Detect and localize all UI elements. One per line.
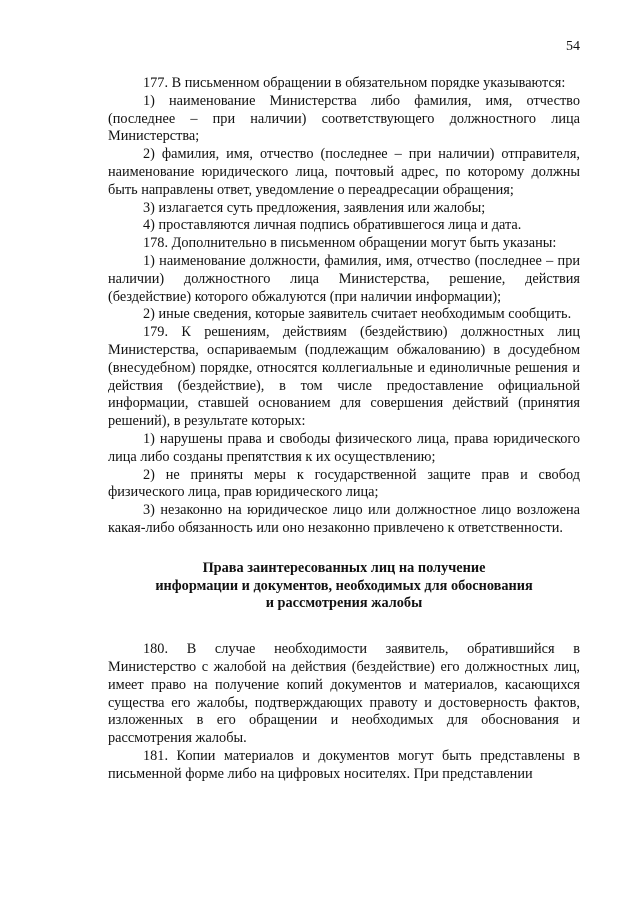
paragraph-177-item-4: 4) проставляются личная подпись обратившегося лица и дата. xyxy=(143,217,522,234)
paragraph-179-item-3: 3) незаконно на юридическое лицо или должностное лицо возложена какая-либо обязанность или оно незаконно привлечено к ответственности. xyxy=(108,502,580,536)
paragraph-181: 181. Копии материалов и документов могут быть представлены в письменной форме либо на цифровых носителях. При представлении xyxy=(108,747,580,782)
paragraph-178: 178. Дополнительно в письменном обращении могут быть указаны: xyxy=(143,235,557,252)
paragraph-179-item-2: 2) не приняты меры к государственной защите прав и свобод физического лица, прав юридического лица; xyxy=(108,466,580,501)
paragraph-178-item-2: 2) иные сведения, которые заявитель считает необходимым сообщить. xyxy=(143,306,572,323)
paragraph-177-item-1: 1) наименование Министерства либо фамилия, имя, отчество (последнее – при наличии) соответствующего должностного лица Министерства; xyxy=(108,92,580,145)
section-heading-line-1: Права заинтересованных лиц на получение xyxy=(202,559,486,576)
page-number: 54 xyxy=(566,39,580,54)
section-heading-line-2: информации и документов, необходимых для обоснования xyxy=(155,577,533,594)
paragraph-179-item-1: 1) нарушены права и свободы физического лица, права юридического лица либо созданы препятствия к их осуществлению; xyxy=(108,430,580,465)
paragraph-177-item-3: 3) излагается суть предложения, заявления или жалобы; xyxy=(143,199,486,216)
paragraph-178-item-1: 1) наименование должности, фамилия, имя, отчество (последнее – при наличии) должностного лица Министерства, решение, действия (бездействие) которого обжалуются (при наличии информации); xyxy=(108,252,580,305)
document-body xyxy=(108,75,580,783)
section-heading-line-3: и рассмотрения жалобы xyxy=(265,595,423,612)
paragraph-179: 179. К решениям, действиям (бездействию) должностных лиц Министерства, оспариваемым (подлежащим обжалованию) в досудебном (внесудебном) порядке, относятся коллегиальные и единоличные решения и действия (бездействие), в том числе предоставление официальной информации, ставшей основанием для совершения действий (принятия решений), в результате которых: xyxy=(108,324,580,430)
paragraph-177-item-2: 2) фамилия, имя, отчество (последнее – при наличии) отправителя, наименование юридического лица, почтовый адрес, по которому должны быть направлены ответ, уведомление о переадресации обращения; xyxy=(108,146,580,198)
paragraph-177: 177. В письменном обращении в обязательном порядке указываются: xyxy=(143,75,566,91)
section-heading xyxy=(108,560,580,613)
paragraph-180: 180. В случае необходимости заявитель, обратившийся в Министерство с жалобой на действия (бездействие) его должностных лиц, имеет право на получение копий документов и материалов, касающихся существа его жалобы, подтверждающих правоту и достоверность фактов, изложенных в его обращении и необходимых для обоснования и рассмотрения жалобы. xyxy=(108,641,580,747)
